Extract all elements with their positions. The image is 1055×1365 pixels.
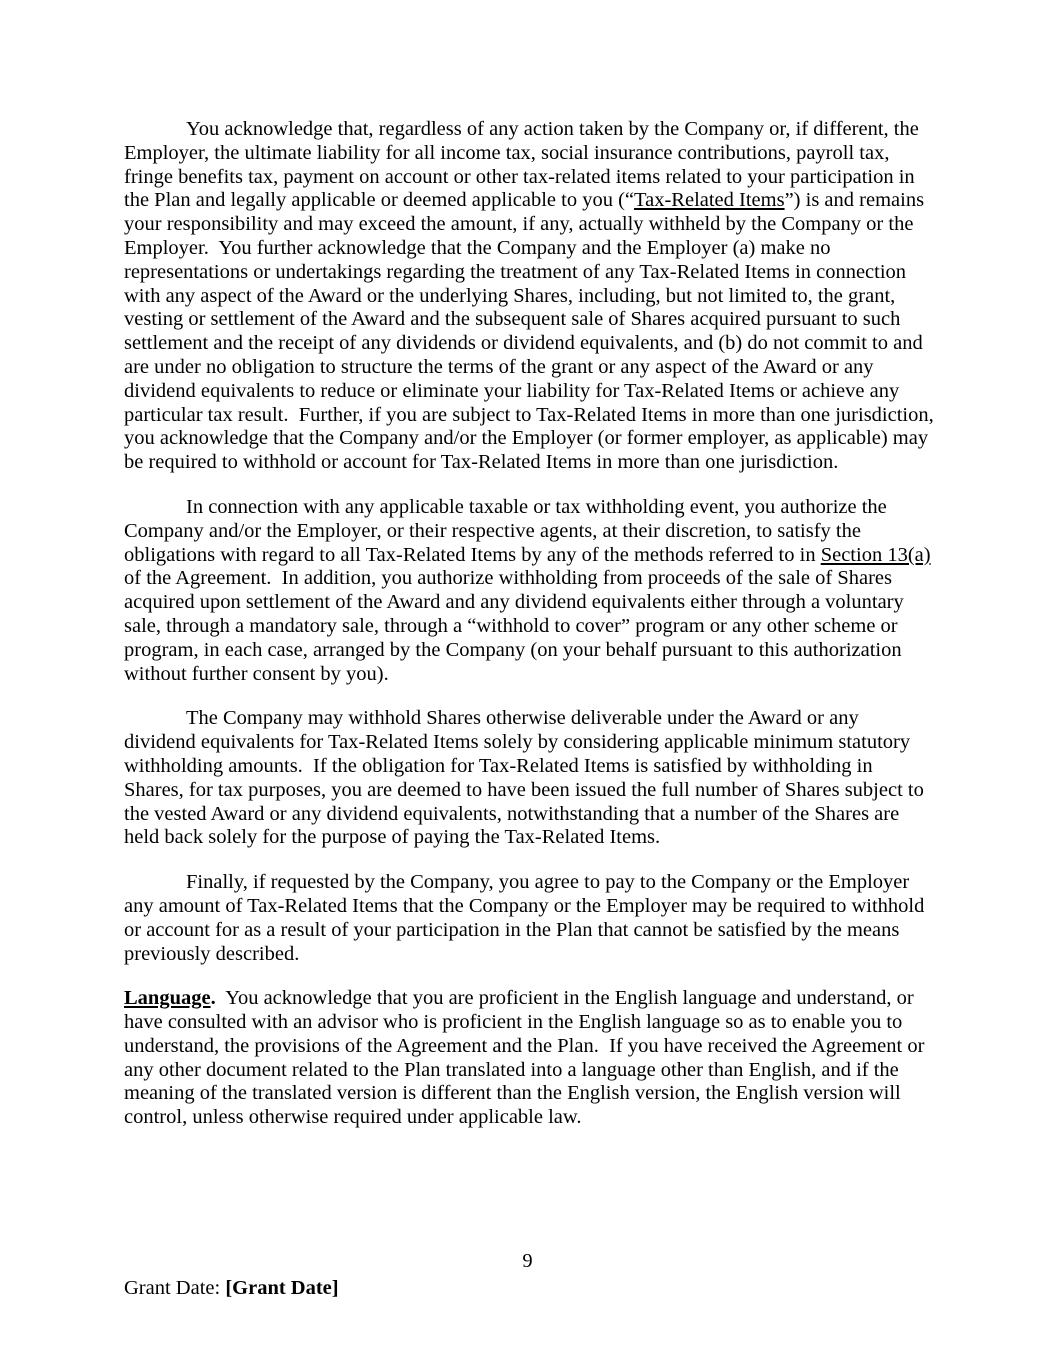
paragraph-payment-obligation xyxy=(124,871,934,966)
text-run: You acknowledge that, regardless of any action taken by the Company or, if different, the Employer, the ultimate liability for all income tax, social insurance contributions, payroll tax, fringe benefits tax, payment on account or other tax-related items related to your participation in the Plan and legally applicable or deemed applicable to you (“ xyxy=(124,118,924,212)
document-body xyxy=(124,118,939,1151)
language-heading: Language xyxy=(124,987,211,1010)
paragraph-share-withholding xyxy=(124,707,934,850)
text-run: The Company may withhold Shares otherwise deliverable under the Award or any dividend equivalents for Tax-Related Items solely by considering applicable minimum statutory withholding amounts. If the obligation for Tax-Related Items is satisfied by withholding in Shares, for tax purposes, you are deemed to have been issued the full number of Shares subject to the vested Award or any dividend equivalents, notwithstanding that a number of the Shares are held back solely for the purpose of paying the Tax-Related Items. xyxy=(124,707,929,849)
text-run: ”) is and remains your responsibility and may exceed the amount, if any, actually withheld by the Company or the Employer. You further acknowledge that the Company and the Employer (a) make no representations or undertakings regarding the treatment of any Tax-Related Items in connection with any aspect of the Award or the underlying Shares, including, but not limited to, the grant, vesting or settlement of the Award and the subsequent sale of Shares acquired pursuant to such settlement and the receipt of any dividends or dividend equivalents, and (b) do not commit to and are under no obligation to structure the terms of the grant or any aspect of the Award or any dividend equivalents to reduce or eliminate your liability for Tax-Related Items or achieve any particular tax result. Further, if you are subject to Tax-Related Items in more than one jurisdiction, you acknowledge that the Company and/or the Employer (or former employer, as applicable) may be required to withhold or account for Tax-Related Items in more than one jurisdiction. xyxy=(124,189,939,474)
paragraph-language-clause xyxy=(124,987,934,1130)
paragraph-withholding-authorization xyxy=(124,496,934,686)
paragraph-tax-liability-acknowledgment xyxy=(124,118,939,475)
text-run: Finally, if requested by the Company, you agree to pay to the Company or the Employer any amount of Tax-Related Items that the Company or the Employer may be required to withhold or account for as a result of your participation in the Plan that cannot be satisfied by the means previously described. xyxy=(124,871,930,965)
text-run: In connection with any applicable taxable or tax withholding event, you authorize the Company and/or the Employer, or their respective agents, at their discretion, to satisfy the obligations with regard to all Tax-Related Items by any of the methods referred to in xyxy=(124,495,892,566)
text-run: You acknowledge that you are proficient in the English language and understand, or have consulted with an advisor who is proficient in the English language so as to enable you to understand, the provisions of the Agreement and the Plan. If you have received the Agreement or any other document related to the Plan translated into a language other than English, and if the meaning of the translated version is different than the English version, the English version will control, unless otherwise required under applicable law. xyxy=(124,987,930,1129)
grant-date-value: [Grant Date] xyxy=(225,1277,339,1299)
text-run: . xyxy=(210,987,216,1010)
grant-date-line xyxy=(124,1277,339,1301)
cross-reference-section-13a: Section 13(a) xyxy=(820,543,931,566)
grant-date-label: Grant Date: xyxy=(124,1277,226,1299)
page-number: 9 xyxy=(522,1250,533,1272)
defined-term-tax-related-items: Tax-Related Items xyxy=(634,189,785,212)
text-run: of the Agreement. In addition, you authorize withholding from proceeds of the sale of Shares acquired upon settlement of the Award and any dividend equivalents either through a voluntary sale, through a mandatory sale, through a “withhold to cover” program or any other scheme or program, in each case, arranged by the Company (on your behalf pursuant to this authorization without further consent by you). xyxy=(124,543,936,685)
